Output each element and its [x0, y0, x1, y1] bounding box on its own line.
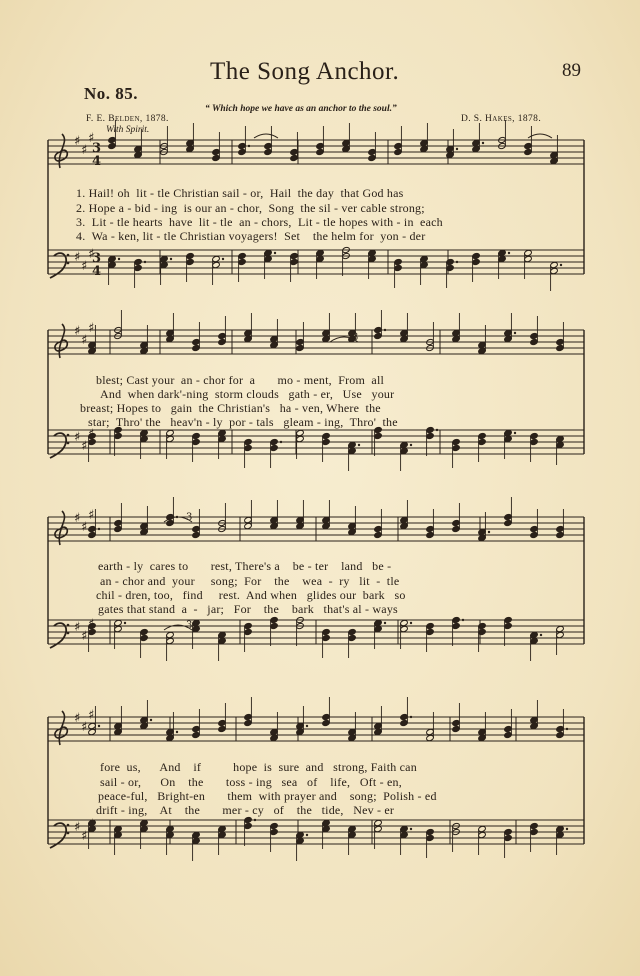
sharp-icon: ♯	[88, 321, 95, 336]
sharp-icon: ♯	[88, 131, 95, 146]
lyric-line: 2. Hope a - bid - ing is our an - chor, Song the sil - ver cable strong;	[76, 201, 425, 215]
triplet-mark: 3	[352, 332, 359, 343]
dot	[254, 819, 256, 821]
lyric-line: 4. Wa - ken, lit - tle Christian voyagers! Set the helm for yon - der	[76, 229, 426, 243]
sharp-icon: ♯	[81, 829, 88, 844]
bass-clef-dot	[67, 262, 70, 265]
lyric-line: earth - ly cares to rest, There's a be - ter land be -	[98, 559, 392, 573]
triplet-mark: 3	[186, 512, 193, 523]
hymn-title: The Song Anchor.	[210, 58, 400, 85]
sharp-icon: ♯	[74, 324, 81, 339]
sharp-icon: ♯	[88, 508, 95, 523]
dot	[560, 264, 562, 266]
sharp-icon: ♯	[74, 250, 81, 265]
bass-clef-dot	[67, 624, 70, 627]
dot	[248, 145, 250, 147]
lyric-line: chil - dren, too, find rest. And when glides our bark so	[96, 588, 406, 602]
dot	[274, 252, 276, 254]
sharp-icon: ♯	[74, 511, 81, 526]
lyric-line: gates that stand a - jar; For the bark that's al - ways	[98, 602, 398, 616]
dot	[306, 834, 308, 836]
lyric-line: sail - or, On the toss - ing sea of life, Oft - en,	[100, 775, 402, 789]
dot	[456, 148, 458, 150]
sharp-icon: ♯	[81, 143, 88, 158]
bass-clef-dot	[67, 632, 70, 635]
dot	[176, 731, 178, 733]
lyric-line: an - chor and your song; For the wea - ry lit - tle	[100, 574, 400, 588]
dot	[566, 828, 568, 830]
lyric-line: fore us, And if hope is sure and strong, Faith can	[100, 760, 417, 774]
lyric-line: breast; Hopes to gain the Christian's ha - ven, Where the	[80, 401, 381, 415]
dot	[514, 432, 516, 434]
tempo-marking: With Spirit.	[106, 125, 150, 135]
dot	[514, 332, 516, 334]
dot	[144, 261, 146, 263]
lyric-line: blest; Cast your an - chor for a mo - ment, From all	[96, 373, 385, 387]
dot	[150, 719, 152, 721]
triplet-mark: 3	[186, 620, 193, 631]
sharp-icon: ♯	[88, 247, 95, 262]
time-signature-bottom: 4	[92, 154, 102, 169]
slur	[254, 134, 278, 138]
time-signature-bottom: 4	[92, 264, 102, 279]
lyric-line: 1. Hail! oh lit - tle Christian sail - or, Hail the day that God has	[76, 186, 404, 200]
dot	[384, 329, 386, 331]
composer-credit: F. E. Belden, 1878.	[86, 114, 169, 124]
sharp-icon: ♯	[81, 629, 88, 644]
treble-clef-icon	[55, 711, 67, 745]
bass-clef-dot	[67, 254, 70, 257]
sharp-icon: ♯	[74, 134, 81, 149]
sharp-icon: ♯	[74, 711, 81, 726]
sharp-icon: ♯	[81, 439, 88, 454]
dot	[98, 725, 100, 727]
treble-clef-icon	[55, 511, 67, 545]
sharp-icon: ♯	[81, 720, 88, 735]
sharp-icon: ♯	[81, 333, 88, 348]
dot	[482, 142, 484, 144]
sharp-icon: ♯	[74, 620, 81, 635]
dot	[358, 444, 360, 446]
lyric-line: drift - ing, At the mer - cy of the tide, Nev - er	[96, 803, 395, 817]
sharp-icon: ♯	[81, 520, 88, 535]
dot	[410, 444, 412, 446]
page-number: 89	[562, 60, 581, 81]
dot	[98, 528, 100, 530]
lyric-line: 3. Lit - tle hearts have lit - tle an - chors, Lit - tle hopes with - in each	[76, 215, 443, 229]
dot	[306, 725, 308, 727]
dot	[170, 258, 172, 260]
arranger-credit: D. S. Hakes, 1878.	[461, 114, 542, 124]
bass-clef-dot	[67, 832, 70, 835]
dot	[508, 252, 510, 254]
treble-clef-icon	[55, 324, 67, 358]
bass-clef-dot	[67, 442, 70, 445]
time-signature-top: 3	[92, 141, 102, 156]
treble-clef-icon	[55, 134, 67, 168]
dot	[410, 622, 412, 624]
bass-clef-dot	[67, 434, 70, 437]
dot	[462, 619, 464, 621]
dot	[410, 828, 412, 830]
lyric-line: peace-ful, Bright-en them with prayer and song; Polish - ed	[98, 789, 437, 803]
sharp-icon: ♯	[74, 430, 81, 445]
dot	[456, 261, 458, 263]
time-signature-top: 3	[92, 251, 102, 266]
dot	[222, 258, 224, 260]
dot	[540, 634, 542, 636]
dot	[410, 716, 412, 718]
hymn-number: No. 85.	[84, 84, 139, 103]
dot	[436, 429, 438, 431]
dot	[124, 622, 126, 624]
sharp-icon: ♯	[88, 708, 95, 723]
sharp-icon: ♯	[74, 820, 81, 835]
scripture-epigraph: “ Which hope we have as an anchor to the soul.”	[205, 104, 397, 114]
dot	[566, 728, 568, 730]
dot	[384, 622, 386, 624]
lyric-line: And when dark'-ning storm clouds gath - er, Use your	[100, 387, 395, 401]
sharp-icon: ♯	[81, 259, 88, 274]
dot	[280, 441, 282, 443]
dot	[118, 258, 120, 260]
lyric-line: star; Thro' the heav'n - ly por - tals gleam - ing, Thro' the	[88, 415, 398, 429]
bass-clef-dot	[67, 824, 70, 827]
dot	[488, 531, 490, 533]
